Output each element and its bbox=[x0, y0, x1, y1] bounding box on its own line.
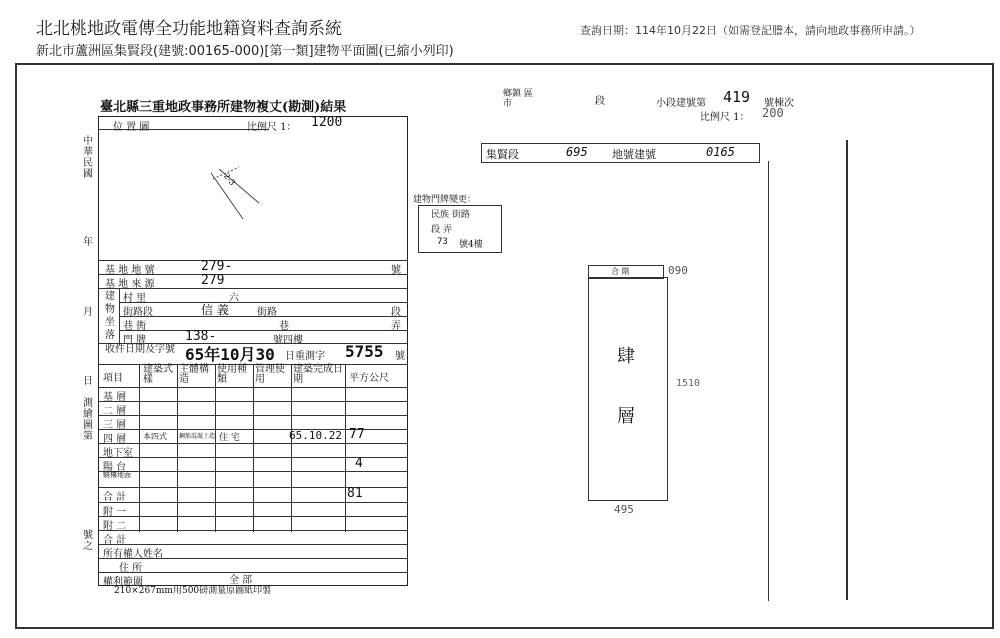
door-change-line: 民族 街路 bbox=[431, 210, 470, 220]
building-location-label: 建物坐落 bbox=[105, 291, 115, 341]
row-use: 住 宅 bbox=[219, 433, 240, 443]
year-label: 年 bbox=[83, 237, 93, 248]
scale-label: 比例尺 1： bbox=[247, 122, 297, 133]
row-label: 四 層 bbox=[103, 434, 127, 445]
scale-value: 1200 bbox=[311, 115, 343, 130]
road-value: 信 義 bbox=[201, 303, 229, 317]
floor-char-1: 肆 bbox=[617, 346, 635, 367]
plan-top-dim: 090 bbox=[668, 264, 688, 277]
col-use: 使用種類 bbox=[217, 364, 247, 385]
plan-top-label: 合 階 bbox=[611, 267, 630, 276]
village-value: 六 bbox=[229, 293, 239, 304]
row-label: 三 層 bbox=[103, 420, 127, 431]
col-date: 建築完成日期 bbox=[293, 364, 343, 385]
section-suffix: 段 bbox=[391, 307, 401, 318]
receive-suffix: 號 bbox=[395, 351, 405, 362]
receive-mid: 日重測字 bbox=[285, 351, 325, 362]
month-label: 月 bbox=[83, 307, 93, 318]
row-label: 附 一 bbox=[103, 507, 127, 518]
section-box bbox=[481, 143, 760, 163]
floor-char-2: 層 bbox=[617, 406, 635, 427]
col-structure: 主體構造 bbox=[179, 364, 209, 385]
era-label: 中華民國 bbox=[83, 136, 93, 180]
base-no-label: 基 地 地 號 bbox=[105, 265, 155, 276]
row-label: 附 二 bbox=[103, 521, 127, 532]
section-name: 集賢段 bbox=[486, 148, 519, 161]
door-label: 門 牌 bbox=[123, 335, 147, 346]
row-label: 合 計 bbox=[103, 535, 127, 546]
row-structure: 鋼筋混凝土造 bbox=[179, 433, 216, 440]
row-label: 陽 台 bbox=[103, 462, 127, 473]
road-suffix: 街路 bbox=[257, 307, 277, 318]
owner-label: 所有權人姓名 bbox=[103, 549, 163, 560]
col-manage: 管理使用 bbox=[255, 364, 285, 385]
building-number: 0165 bbox=[706, 145, 735, 159]
base-no-value: 279- bbox=[201, 259, 233, 274]
document-line: 新北市蘆洲區集賢段(建號:00165-000)[第一類]建物平面圖(已縮小列印) bbox=[36, 44, 454, 59]
row-label: 基 層 bbox=[103, 392, 127, 403]
section-label: 段 bbox=[595, 96, 605, 107]
col-item: 項目 bbox=[103, 373, 123, 384]
floor-plan bbox=[588, 277, 668, 501]
lot-number: 695 bbox=[566, 145, 588, 159]
plan-side-dim: 1510 bbox=[676, 378, 701, 389]
door-change-line: 段 弄 bbox=[431, 225, 452, 235]
lane-suffix: 巷 bbox=[279, 321, 289, 332]
sub-building-suffix: 號棟次 bbox=[764, 98, 794, 109]
location-map-label: 位 置 圖 bbox=[113, 122, 150, 133]
survey-form: 位 置 圖 比例尺 1： 1200 2-3 基 地 地 號 279- 號 基 地 來 源 279 建物坐落 村 里 六 街路段 信 義 街路 段 巷 衖 巷 弄 門 牌 138- 號四樓 收件日期及字號 65年10月30 日重測字 5755 號 項目 建築式樣 主體構造 使用種類 管理使用 建築完成日期 平方公尺 基 層 二 層 三 層 四 層 本四式 鋼筋混凝土造 住 宅 65.10.22 77 地下室 陽 台 4 騎樓地面 合 計 81 附 一 附 二 合 計 所有權人姓名 住 所 權利範圍 全 部 bbox=[98, 116, 408, 586]
source-label: 基 地 來 源 bbox=[105, 279, 155, 290]
lane-label: 巷 衖 bbox=[123, 321, 147, 332]
location-sketch bbox=[199, 155, 269, 225]
day-label: 日 bbox=[83, 376, 93, 387]
district-label: 鄉鎮 區市 bbox=[503, 89, 533, 109]
row-area: 77 bbox=[349, 427, 365, 442]
door-value: 138- bbox=[185, 329, 217, 344]
number-label: 號之 bbox=[83, 530, 93, 552]
alley-suffix: 弄 bbox=[391, 321, 401, 332]
plan-bottom-dim: 495 bbox=[614, 503, 634, 516]
door-suffix: 號四樓 bbox=[273, 335, 303, 346]
road-label: 街路段 bbox=[123, 307, 153, 318]
lot-label: 地號建號 bbox=[612, 148, 656, 161]
door-change-label: 建物門牌變更： bbox=[413, 195, 477, 205]
surveyor-label: 測繪圖第 bbox=[83, 398, 93, 442]
right-scale-label: 比例尺 1： bbox=[700, 112, 750, 123]
address-label: 住 所 bbox=[119, 563, 143, 574]
sub-building-label: 小段建號第 bbox=[656, 98, 706, 109]
sheet-title: 臺北縣三重地政事務所建物複丈(勘測)結果 bbox=[100, 100, 347, 115]
query-date: 查詢日期：114年10月22日（如需登記謄本，請向地政事務所申請。） bbox=[580, 24, 921, 37]
map-text: 2-3 bbox=[221, 171, 238, 188]
row-area: 81 bbox=[347, 486, 363, 501]
village-label: 村 里 bbox=[123, 293, 147, 304]
rights-label: 權利範圍 bbox=[103, 577, 143, 588]
sub-building-no: 419 bbox=[723, 88, 751, 106]
right-scale-value: 200 bbox=[762, 106, 784, 120]
door-change-line: 號4樓 bbox=[459, 240, 483, 250]
row-label: 合 計 bbox=[103, 492, 127, 503]
row-area: 4 bbox=[355, 456, 363, 471]
col-style: 建築式樣 bbox=[143, 364, 173, 385]
door-change-number: 73 bbox=[437, 237, 448, 247]
door-change-box bbox=[418, 205, 502, 253]
row-date: 65.10.22 bbox=[289, 429, 342, 442]
receive-value: 65年10月30 bbox=[185, 345, 275, 364]
paper-note: 210×267mm用500磅測量原圖紙印製 bbox=[114, 586, 272, 596]
row-label: 地下室 bbox=[103, 448, 133, 459]
row-label: 騎樓地面 bbox=[103, 471, 131, 479]
receive-label: 收件日期及字號 bbox=[105, 344, 175, 355]
receive-no: 5755 bbox=[345, 342, 384, 361]
col-area: 平方公尺 bbox=[349, 373, 389, 384]
rights-value: 全 部 bbox=[229, 575, 253, 586]
source-value: 279 bbox=[201, 273, 225, 288]
system-title: 北北桃地政電傳全功能地籍資料查詢系統 bbox=[36, 19, 342, 39]
row-style: 本四式 bbox=[143, 432, 167, 441]
row-label: 二 層 bbox=[103, 406, 127, 417]
